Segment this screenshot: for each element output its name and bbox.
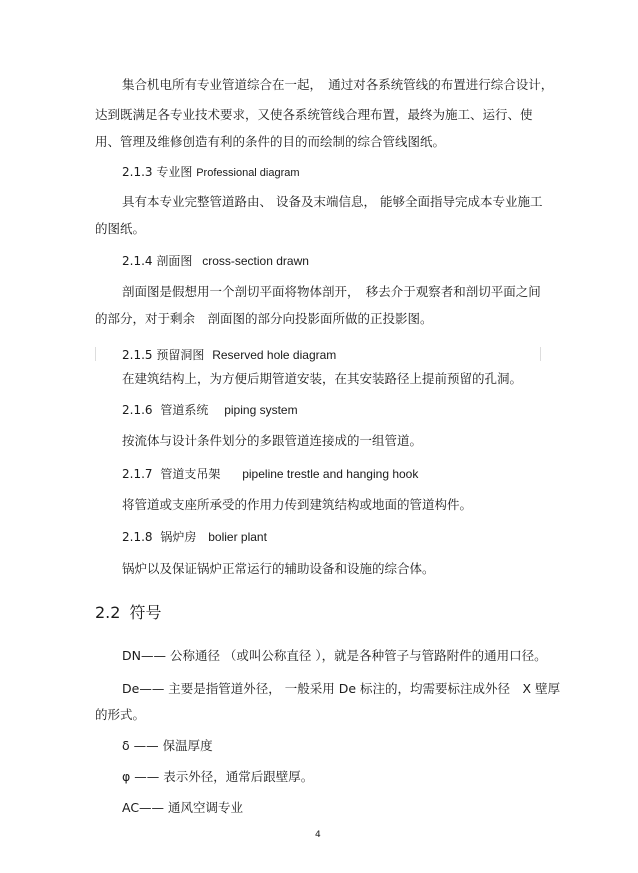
- text-line: 集合机电所有专业管道综合在一起， 通过对各系统管线的布置进行综合设计，: [122, 77, 554, 92]
- section-title-zh: 剖面图: [156, 254, 193, 268]
- text-line: 的部分，对于剩余 剖面图的部分向投影面所做的正投影图。: [95, 311, 433, 326]
- page-number: 4: [315, 830, 321, 840]
- symbol-de: De—— 主要是指管道外径， 一般采用 De 标注的，均需要标注成外径 X 壁厚: [122, 681, 561, 696]
- heading-2-1-4: [122, 253, 309, 269]
- symbol-phi: φ —— 表示外径，通常后跟壁厚。: [122, 769, 314, 784]
- section-title-zh: 预留洞图: [156, 348, 205, 362]
- text-line: 具有本专业完整管道路由、 设备及末端信息， 能够全面指导完成本专业施工: [122, 194, 543, 209]
- text-line: 的图纸。: [95, 221, 146, 236]
- section-title-zh: 锅炉房: [160, 530, 197, 544]
- heading-2-1-8: [122, 529, 267, 545]
- section-title-en: cross-section drawn: [202, 254, 309, 268]
- section-title-en: pipeline trestle and hanging hook: [242, 467, 419, 481]
- section-number: 2.1.5: [122, 348, 153, 362]
- section-title-zh: 专业图: [156, 165, 193, 179]
- section-title-en: piping system: [224, 403, 298, 417]
- symbol-dn: DN—— 公称通径 （或叫公称直径 ），就是各种管子与管路附件的通用口径。: [122, 648, 547, 663]
- section-number: 2.1.3: [122, 165, 153, 179]
- section-number: 2.1.7: [122, 467, 153, 481]
- section-title-zh: 管道系统: [160, 403, 209, 417]
- heading-2-1-3: [122, 164, 300, 181]
- text-line: 剖面图是假想用一个剖切平面将物体剖开， 移去介于观察者和剖切平面之间: [122, 284, 541, 299]
- section-number: 2.1.4: [122, 254, 153, 268]
- text-line: 将管道或支座所承受的作用力传到建筑结构或地面的管道构件。: [122, 497, 473, 512]
- heading-2-1-7: [122, 466, 418, 482]
- text-line: 用、管理及维修创造有利的条件的目的而绘制的综合管线图纸。: [95, 134, 446, 149]
- text-line: 的形式。: [95, 707, 146, 722]
- section-number: 2.1.8: [122, 530, 153, 544]
- margin-mark: [540, 347, 541, 361]
- heading-2-1-5: [122, 347, 336, 363]
- text-line: 在建筑结构上，为方便后期管道安装，在其安装路径上提前预留的孔洞。: [122, 371, 523, 386]
- text-line: 达到既满足各专业技术要求，又使各系统管线合理布置，最终为施工、运行、使: [95, 107, 533, 122]
- heading-2-2: [95, 603, 162, 623]
- text-line: 按流体与设计条件划分的多跟管道连接成的一组管道。: [122, 433, 423, 448]
- section-number: 2.2: [95, 603, 121, 622]
- section-title-en: Reserved hole diagram: [212, 348, 337, 362]
- section-title-en: Professional diagram: [196, 167, 300, 179]
- section-title-zh: 管道支吊架: [160, 467, 221, 481]
- section-title-en: bolier plant: [208, 530, 267, 544]
- symbol-ac: AC—— 通风空调专业: [122, 800, 244, 815]
- heading-2-1-6: [122, 402, 298, 418]
- text-line: 锅炉以及保证锅炉正常运行的辅助设备和设施的综合体。: [122, 561, 435, 576]
- section-number: 2.1.6: [122, 403, 153, 417]
- section-title: 符号: [129, 603, 162, 622]
- symbol-delta: δ —— 保温厚度: [122, 738, 213, 753]
- margin-mark: [95, 347, 96, 361]
